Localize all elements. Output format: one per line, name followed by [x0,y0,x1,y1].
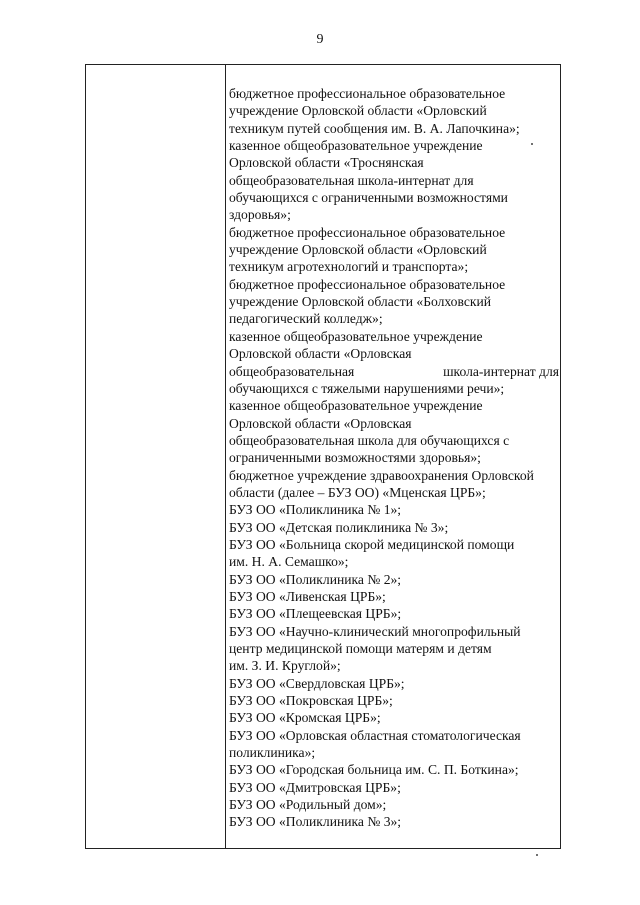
list-line: БУЗ ОО «Кромская ЦРБ»; [229,710,381,726]
page-number: 9 [316,32,324,47]
list-line: Орловской области «Орловская [229,415,412,431]
list-line: обучающихся с ограниченными возможностями [229,190,508,206]
list-line: бюджетное учреждение здравоохранения Орловской [229,467,534,483]
list-line: БУЗ ОО «Орловская областная стоматологическая [229,727,521,743]
list-line: здоровья»; [229,207,291,223]
list-line: бюджетное профессиональное образовательное [229,86,506,101]
list-line: им. З. И. Круглой»; [229,658,341,674]
list-line: БУЗ ОО «Покровская ЦРБ»; [229,693,393,709]
list-line-part: общеобразовательная [229,363,355,379]
list-line: центр медицинской помощи матерям и детям [229,641,492,656]
scan-speck [531,143,533,145]
list-line: БУЗ ОО «Поликлиника № 2»; [229,571,402,587]
list-line: ограниченными возможностями здоровья»; [229,450,481,466]
list-line: поликлиника»; [229,745,316,761]
list-line: казенное общеобразовательное учреждение [229,398,483,414]
scan-speck [536,854,538,856]
list-line: общеобразовательная школа-интернат для [229,172,474,188]
list-line: общеобразовательная школа для обучающихся с [229,432,510,448]
list-line: БУЗ ОО «Больница скорой медицинской помощи [229,536,515,552]
column-divider [225,65,226,848]
list-line: казенное общеобразовательное учреждение [229,138,483,154]
list-line: БУЗ ОО «Дмитровская ЦРБ»; [229,779,401,795]
institutions-table [85,64,561,849]
list-line: БУЗ ОО «Плещеевская ЦРБ»; [229,606,402,622]
list-line: БУЗ ОО «Поликлиника № 1»; [229,502,402,518]
list-line: БУЗ ОО «Городская больница им. С. П. Боткина»; [229,762,519,778]
list-line: бюджетное профессиональное образовательное [229,276,506,292]
list-line: бюджетное профессиональное образовательное [229,224,506,240]
list-line: БУЗ ОО «Ливенская ЦРБ»; [229,588,386,604]
list-line: педагогический колледж»; [229,311,383,327]
list-line: учреждение Орловской области «Орловский [229,242,487,258]
list-line: области (далее – БУЗ ОО) «Мценская ЦРБ»; [229,484,486,500]
list-line-part: школа-интернат для [443,363,559,379]
list-line: БУЗ ОО «Свердловская ЦРБ»; [229,675,405,691]
list-line: им. Н. А. Семашко»; [229,554,349,570]
list-line-justified [229,363,559,380]
list-line: БУЗ ОО «Поликлиника № 3»; [229,814,402,830]
list-line: учреждение Орловской области «Болховский [229,294,492,310]
institutions-list [229,85,559,831]
list-line: обучающихся с тяжелыми нарушениями речи»; [229,380,505,396]
list-line: Орловской области «Троснянская [229,155,424,171]
list-line: техникум путей сообщения им. В. А. Лапочкина»; [229,120,520,136]
list-line: Орловской области «Орловская [229,346,412,362]
list-line: БУЗ ОО «Детская поликлиника № 3»; [229,519,449,535]
list-line: казенное общеобразовательное учреждение [229,328,483,344]
list-line: БУЗ ОО «Научно-клинический многопрофильный [229,623,521,639]
list-line: учреждение Орловской области «Орловский [229,103,487,119]
list-line: техникум агротехнологий и транспорта»; [229,259,469,275]
list-line: БУЗ ОО «Родильный дом»; [229,797,387,813]
